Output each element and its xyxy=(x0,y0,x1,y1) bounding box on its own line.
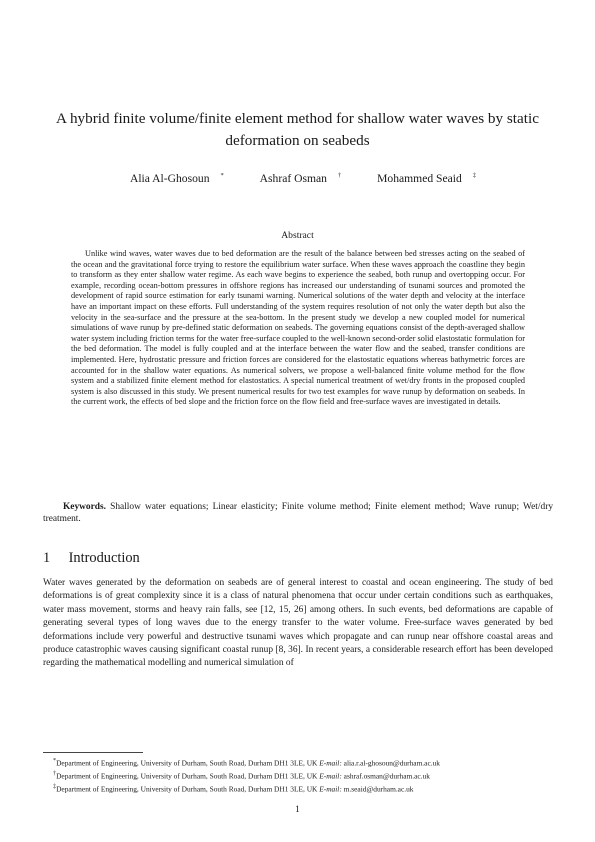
author: Alia Al-Ghosoun * xyxy=(129,172,224,185)
footnote: ‡Department of Engineering, University of Durham, South Road, Durham DH1 3LE, UK E-mail: m.seaid@durham.ac.uk xyxy=(53,783,414,794)
footnote: †Department of Engineering, University of Durham, South Road, Durham DH1 3LE, UK E-mail: ashraf.osman@durham.ac.uk xyxy=(53,770,430,781)
page-number: 1 xyxy=(295,805,300,815)
abstract-text: Unlike wind waves, water waves due to bed deformation are the result of the balance between bed stresses acting on the seabed of the ocean and the gravitational force trying to restore the equilibrium water surface. When these waves approach the coastline they begin to transform as they enter shallow water regime. As each wave begins to experience the seabed, both runup and overtopping occur. For example, recording ocean-bottom pressures in offshore regions has increased our understanding of tsunami sources and promoted the development of rapid source estimation for early tsunami warning. Numerical solutions of the water depth and velocity at the interface have an important impact on these efforts. Full understanding of the system requires resolution of not only the water depth but also the velocity in the sea-surface and the pressure at the sea-bottom. In the present study we develop a new coupled model for numerical simulations of wave runup by pre-defined static deformation on seabeds. The governing equations consist of the depth-averaged shallow water system including friction terms for the water free-surface coupled to the well-known second-order solid elastostatic formulation for the bed deformation. The model is fully coupled and at the interface between the water flow and the seabed, transfer conditions are implemented. Here, hydrostatic pressure and friction forces are considered for the elastostatic equations whereas bathymetric forces are accounted for in the shallow water equations. As numerical solvers, we propose a well-balanced finite volume method for the flow system and a stabilized finite element method for elastostatics. A special numerical treatment of wet/dry fronts in the proposed coupled system is also discussed in this study. We present numerical results for two test examples for wave runup by deformation on seabeds. In the current work, the effects of bed slope and the friction force on the flow field and free-surface waves are investigated in details. xyxy=(71,249,525,407)
keywords xyxy=(43,501,553,525)
author-list xyxy=(40,172,555,185)
section-title: Introduction xyxy=(68,550,140,566)
keywords-label: Keywords. xyxy=(63,502,106,512)
abstract-heading: Abstract xyxy=(281,230,314,241)
keywords-text: Shallow water equations; Linear elasticity; Finite volume method; Finite element method; Wave runup; Wet/dry treatment. xyxy=(43,502,554,524)
footnotes xyxy=(43,757,553,796)
section-heading xyxy=(43,550,553,567)
section-number: 1 xyxy=(43,550,51,566)
paper-title: A hybrid finite volume/finite element method for shallow water waves by static deformation on seabeds xyxy=(56,110,539,149)
footnote: *Department of Engineering, University of Durham, South Road, Durham DH1 3LE, UK E-mail: alia.r.al-ghosoun@durham.ac.uk xyxy=(53,758,440,768)
author: Mohammed Seaid ‡ xyxy=(377,172,477,185)
author: Ashraf Osman † xyxy=(259,172,342,185)
section-paragraph: Water waves generated by the deformation on seabeds are of general interest to coastal and ocean engineering. The study of bed deformations is of great complexity since it is a class of natural phenomena that occur under certain conditions such as earthquakes, water mass movement, storms and heavy rain falls, see [12, 15, 26] among others. In such events, bed deformations are capable of generating several types of long waves due to the energy transfer to the water volume. Free-surface waves generated by bed deformations include very powerful and destructive tsunami waves which propagate and can runup near offshore coastal areas and produce catastrophic waves causing significant coastal runup [8, 36]. In recent years, a considerable research effort has been developed regarding the mathematical modelling and numerical simulation of xyxy=(43,578,553,669)
footnote-divider xyxy=(43,752,143,753)
